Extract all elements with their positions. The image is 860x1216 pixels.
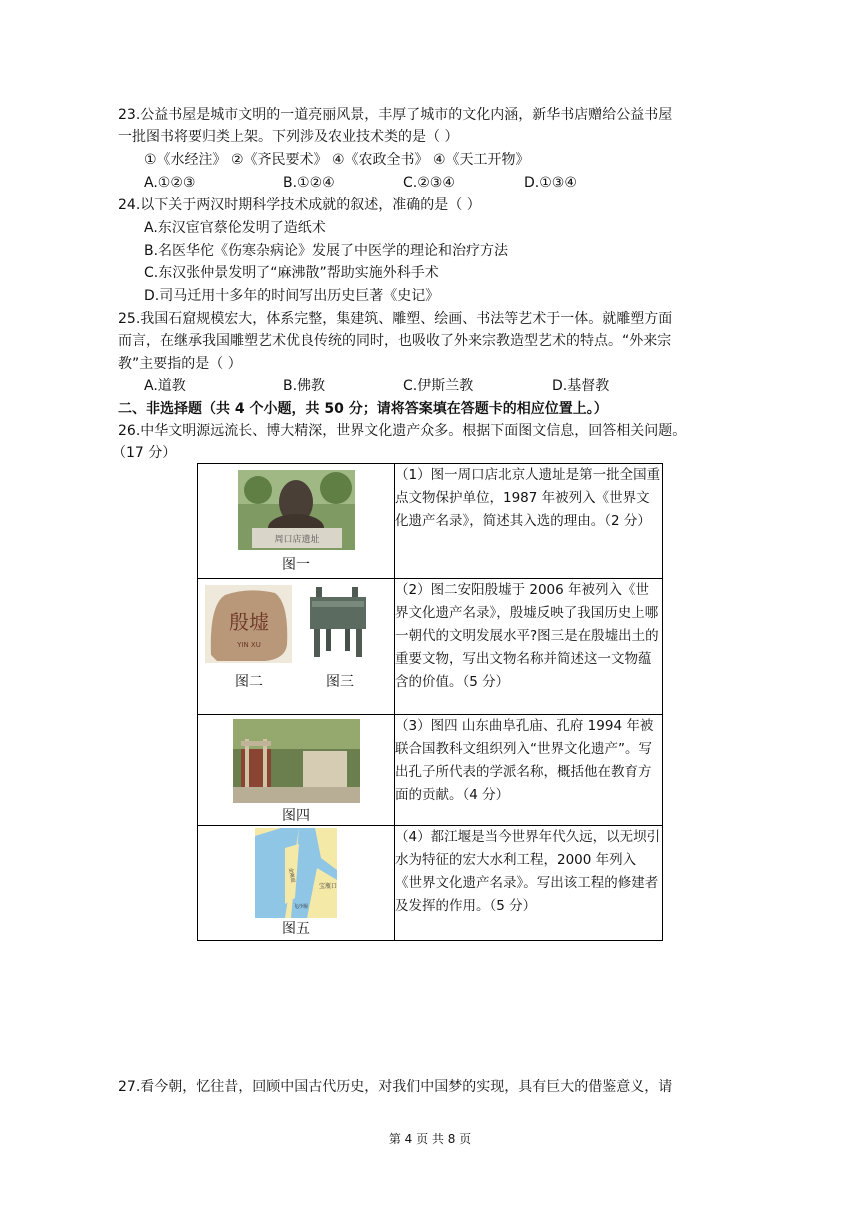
q24-option-d: D.司马迁用十多年的时间写出历史巨著《史记》: [144, 288, 440, 304]
stone-inscription-pinyin: YIN XU: [237, 641, 261, 649]
q25-option-b: B.佛教: [283, 378, 326, 394]
q25-option-d: D.基督教: [552, 378, 610, 394]
figure-5-caption: 图五: [282, 921, 310, 937]
q23-option-b: B.①②④: [283, 175, 335, 191]
figure-3-caption: 图三: [326, 674, 354, 690]
figure-2-caption: 图二: [235, 674, 263, 690]
page-number-footer: 第 4 页 共 8 页: [388, 1132, 472, 1146]
q23-option-c: C.②③④: [403, 175, 455, 191]
q25-stem-line-2: 而言，在继承我国雕塑艺术优良传统的同时，也吸收了外来宗教造型艺术的特点。“外来宗: [118, 333, 672, 349]
svg-text:周口店遗址: 周口店遗址: [273, 535, 320, 545]
q25-option-a: A.道教: [144, 378, 186, 394]
figure-4-caption: 图四: [282, 808, 310, 824]
stone-inscription: 殷墟: [229, 610, 269, 634]
figure-1-cell: [198, 464, 395, 579]
map-label-baopingkou: 宝瓶口: [319, 883, 337, 890]
q23-option-a: A.①②③: [144, 175, 196, 191]
table-row: [198, 715, 663, 826]
dujiangyan-map-image: [255, 828, 337, 918]
figure-5-cell: [198, 826, 395, 941]
q26-part-2-text: （2）图二安阳殷墟于 2006 年被列入《世界文化遗产名录》，殷墟反映了我国历史上哪一朝代的文明发展水平?图三是在殷墟出土的重要文物，写出文物名称并简述这一文物蕴含的价值。（5 分）: [395, 579, 663, 715]
q26-part-1-text: （1）图一周口店北京人遗址是第一批全国重点文物保护单位，1987 年被列入《世界文化遗产名录》，简述其入选的理由。（2 分）: [395, 464, 663, 579]
q25-option-c: C.伊斯兰教: [403, 378, 474, 394]
q26-table: [197, 463, 663, 941]
peking-man-site-image: [238, 470, 355, 550]
figure-4-cell: [198, 715, 395, 826]
figure-2-3-cell: [198, 579, 395, 715]
q23-option-d: D.①③④: [524, 175, 577, 191]
q27-stem-line-1: 27.看今朝，忆往昔，回顾中国古代历史，对我们中国梦的实现，具有巨大的借鉴意义，请: [118, 1079, 673, 1095]
map-label-jingangdi: 金刚堤: [287, 867, 296, 884]
map-label-feishayan: 飞沙堰: [293, 904, 309, 910]
yinxu-stone-image: [205, 585, 292, 663]
figure-1-caption: 图一: [282, 557, 310, 573]
q23-items: ①《水经注》 ②《齐民要术》 ④《农政全书》 ④《天工开物》: [144, 152, 530, 168]
q25-stem-line-3: 教”主要指的是（ ）: [118, 356, 242, 372]
q26-part-3-text: （3）图四 山东曲阜孔庙、孔府 1994 年被联合国教科文组织列入“世界文化遗产”。写出孔子所代表的学派名称，概括他在教育方面的贡献。（4 分）: [395, 715, 663, 826]
q26-stem-line-1: 26.中华文明源远流长、博大精深，世界文化遗产众多。根据下面图文信息，回答相关问题。: [118, 423, 687, 439]
confucius-temple-image: [233, 719, 360, 803]
simuwu-ding-image: [302, 585, 374, 663]
q26-stem-line-2: （17 分）: [112, 445, 177, 461]
q24-stem: 24.以下关于两汉时期科学技术成就的叙述，准确的是（ ）: [118, 197, 481, 213]
q25-stem-line-1: 25.我国石窟规模宏大，体系完整，集建筑、雕塑、绘画、书法等艺术于一体。就雕塑方面: [118, 311, 673, 327]
table-row: [198, 579, 663, 715]
q23-stem-line-2: 一批图书将要归类上架。下列涉及农业技术类的是（ ）: [118, 129, 459, 145]
table-row: [198, 464, 663, 579]
q24-option-c: C.东汉张仲景发明了“麻沸散”帮助实施外科手术: [144, 265, 439, 281]
q24-option-a: A.东汉宦官蔡伦发明了造纸术: [144, 220, 326, 236]
table-row: [198, 826, 663, 941]
q26-part-4-text: （4）都江堰是当今世界年代久远，以无坝引水为特征的宏大水利工程，2000 年列入《世界文化遗产名录》。写出该工程的修建者及发挥的作用。（5 分）: [395, 826, 663, 941]
section-2-heading: 二、非选择题（共 4 个小题，共 50 分；请将答案填在答题卡的相应位置上。）: [118, 401, 608, 417]
q23-stem-line-1: 23.公益书屋是城市文明的一道亮丽风景，丰厚了城市的文化内涵，新华书店赠给公益书屋: [118, 107, 673, 123]
q24-option-b: B.名医华佗《伤寒杂病论》发展了中医学的理论和治疗方法: [144, 243, 509, 259]
